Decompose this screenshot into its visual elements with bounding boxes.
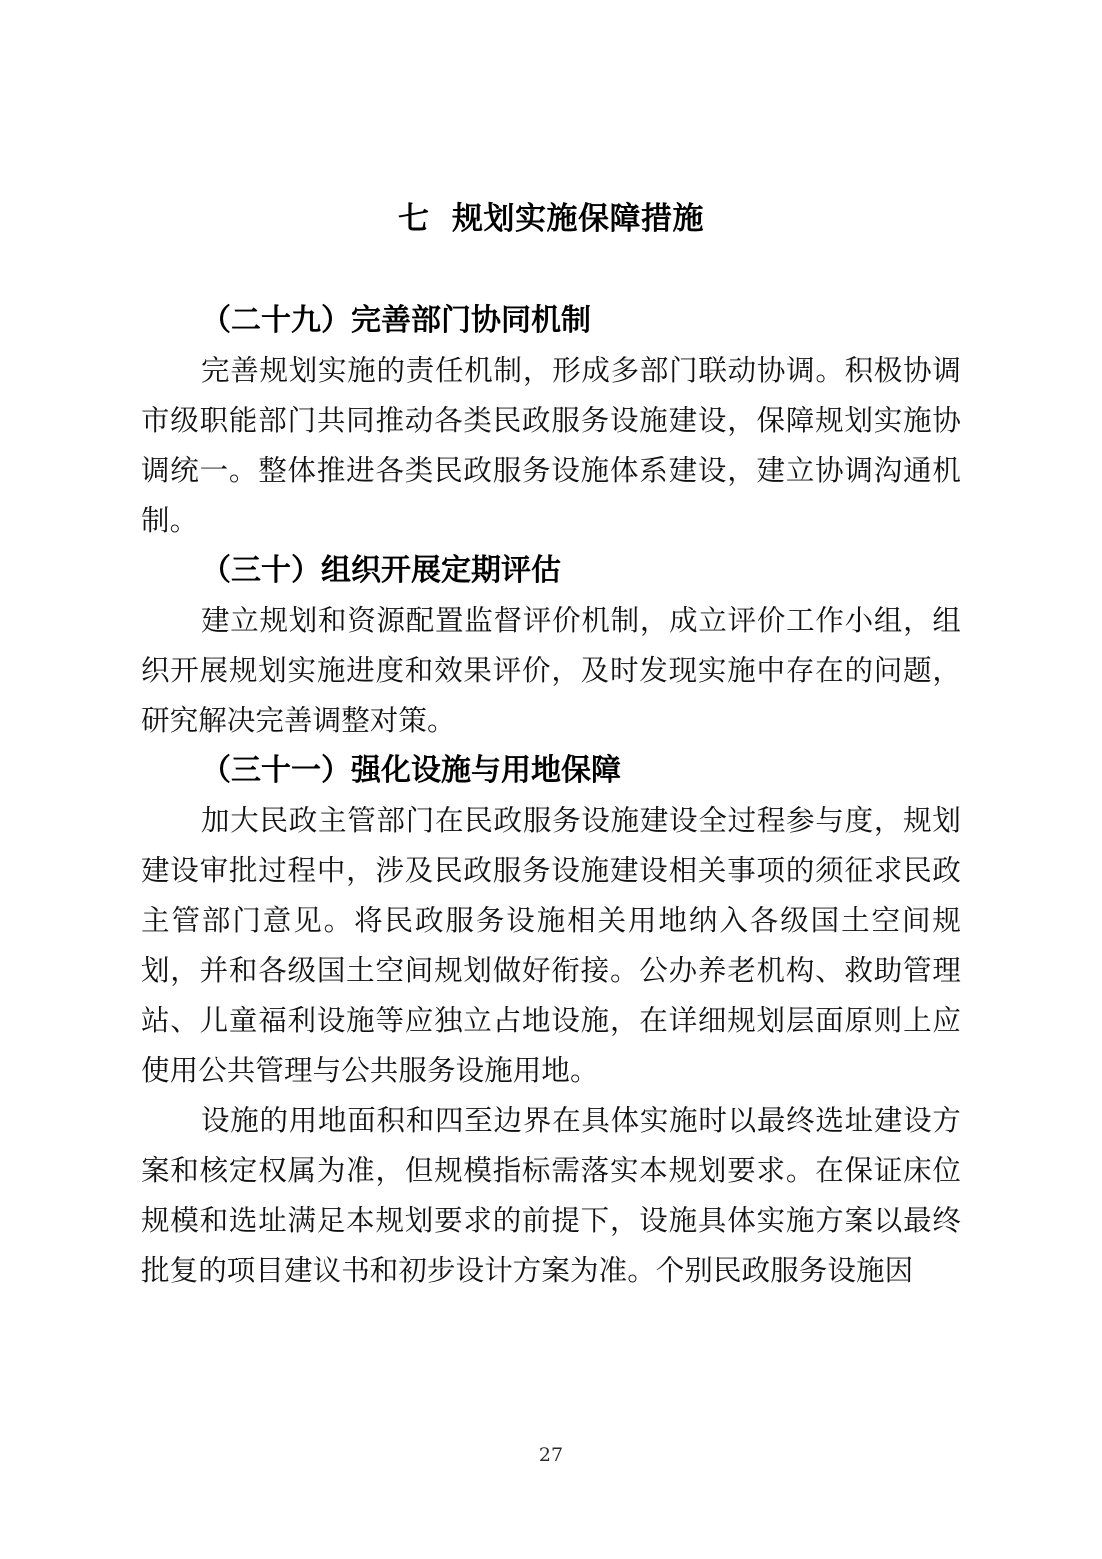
paragraph-thirty-one-body-second: 设施的用地面积和四至边界在具体实施时以最终选址建设方案和核定权属为准，但规模指标需落实本规划要求。在保证床位规模和选址满足本规划要求的前提下，设施具体实施方案以最终批复的项目建议书和初步设计方案为准。个别民政服务设施因 bbox=[141, 1104, 961, 1287]
document-body bbox=[141, 296, 961, 1296]
section-heading-twenty-nine: （二十九）完善部门协同机制 bbox=[201, 303, 591, 338]
paragraph-twenty-nine-body: 完善规划实施的责任机制，形成多部门联动协调。积极协调市级职能部门共同推动各类民政服务设施建设，保障规划实施协调统一。整体推进各类民政服务设施体系建设，建立协调沟通机制。 bbox=[141, 354, 961, 537]
paragraph-thirty-one-body-first: 加大民政主管部门在民政服务设施建设全过程参与度，规划建设审批过程中，涉及民政服务设施建设相关事项的须征求民政主管部门意见。将民政服务设施相关用地纳入各级国土空间规划，并和各级国土空间规划做好衔接。公办养老机构、救助管理站、儿童福利设施等应独立占地设施，在详细规划层面原则上应使用公共管理与公共服务设施用地。 bbox=[141, 804, 961, 1087]
section-heading-thirty: （三十）组织开展定期评估 bbox=[201, 553, 561, 588]
paragraph-thirty-body: 建立规划和资源配置监督评价机制，成立评价工作小组，组织开展规划实施进度和效果评价，及时发现实施中存在的问题，研究解决完善调整对策。 bbox=[141, 604, 961, 737]
page-number: 27 bbox=[538, 1444, 564, 1466]
page-title: 七 规划实施保障措施 bbox=[397, 201, 705, 237]
section-heading-thirty-one: （三十一）强化设施与用地保障 bbox=[201, 753, 621, 788]
